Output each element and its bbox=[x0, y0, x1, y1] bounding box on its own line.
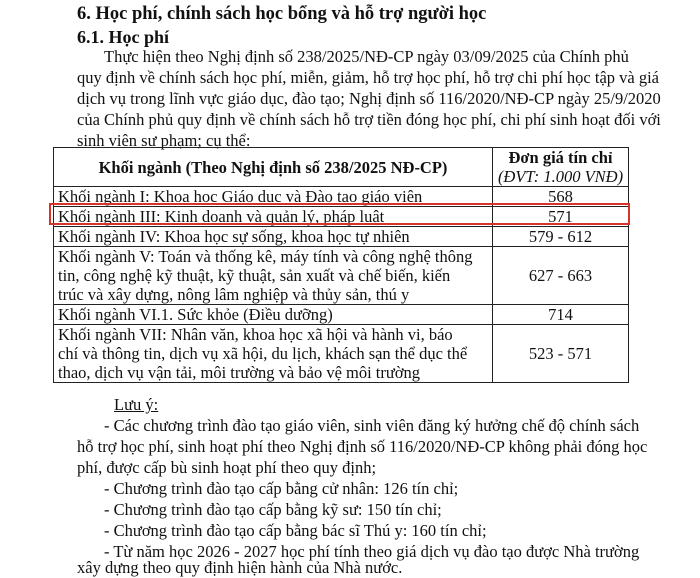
col-header-unit-price-title: Đơn giá tín chỉ bbox=[508, 148, 613, 167]
table-row bbox=[54, 305, 629, 325]
col-header-major-group: Khối ngành (Theo Nghị định số 238/2025 NĐ-CP) bbox=[54, 148, 493, 187]
row-major-group bbox=[54, 325, 493, 383]
intro-line-4: của Chính phủ quy định về chính sách hỗ trợ tiền đóng học phí, chi phí sinh hoạt đối với bbox=[77, 110, 661, 129]
row-major-group-line: trúc và xây dựng, nông lâm nghiệp và thủy sản, thú y bbox=[58, 285, 410, 304]
note-line: hỗ trợ học phí, sinh hoạt phí theo Nghị định số 116/2020/NĐ-CP không phải đóng học bbox=[77, 437, 648, 456]
highlight-box bbox=[49, 203, 630, 225]
row-major-group-line: Khối ngành V: Toán và thống kê, máy tính và công nghệ thông bbox=[58, 247, 473, 266]
note-line: - Chương trình đào tạo cấp bằng kỹ sư: 150 tín chỉ; bbox=[104, 500, 442, 519]
subsection-heading: 6.1. Học phí bbox=[77, 27, 170, 47]
row-major-group-line: Khối ngành VII: Nhân văn, khoa học xã hội và hành vi, báo bbox=[58, 325, 453, 344]
intro-line-2: quy định về chính sách học phí, miễn, giảm, hỗ trợ học phí, hỗ trợ chi phí học tập và giá bbox=[77, 68, 659, 87]
note-line: - Các chương trình đào tạo giáo viên, sinh viên đăng ký hưởng chế độ chính sách bbox=[104, 416, 640, 435]
tuition-table bbox=[53, 147, 629, 383]
table-row bbox=[54, 227, 629, 247]
row-major-group bbox=[54, 247, 493, 305]
table-header-row bbox=[54, 148, 629, 187]
col-header-unit-price bbox=[493, 148, 629, 187]
row-major-group: Khối ngành VI.1. Sức khỏe (Điều dưỡng) bbox=[54, 305, 493, 325]
row-major-group: Khối ngành I: Khoa học Giáo dục và Đào tạo giáo viên bbox=[54, 187, 493, 207]
row-major-group-line: tin, công nghệ kỹ thuật, kỹ thuật, sản xuất và chế biến, kiến bbox=[58, 266, 451, 285]
row-unit-price: 579 - 612 bbox=[493, 227, 629, 247]
section-heading: 6. Học phí, chính sách học bổng và hỗ trợ người học bbox=[77, 4, 487, 24]
row-unit-price: 714 bbox=[493, 305, 629, 325]
table-row bbox=[54, 247, 629, 305]
note-line: phí, được cấp bù sinh hoạt phí theo quy định; bbox=[77, 458, 377, 477]
row-major-group-line: chí và thông tin, dịch vụ xã hội, du lịch, khách sạn thể dục thể bbox=[58, 344, 468, 363]
note-line: xây dựng theo quy định hiện hành của Nhà nước. bbox=[77, 558, 403, 577]
note-line: - Chương trình đào tạo cấp bằng bác sĩ Thú y: 160 tín chỉ; bbox=[104, 521, 487, 540]
row-major-group: Khối ngành III: Kinh doanh và quản lý, pháp luật bbox=[54, 207, 493, 227]
col-header-unit-price-unit: (ĐVT: 1.000 VNĐ) bbox=[497, 167, 624, 186]
intro-line-1: Thực hiện theo Nghị định số 238/2025/NĐ-CP ngày 03/09/2025 của Chính phủ bbox=[104, 47, 629, 66]
note-line: - Từ năm học 2026 - 2027 học phí tính theo giá dịch vụ đào tạo được Nhà trường bbox=[104, 542, 640, 561]
row-unit-price: 627 - 663 bbox=[493, 247, 629, 305]
row-unit-price: 568 bbox=[493, 187, 629, 207]
intro-line-5: sinh viên sư phạm; cụ thể: bbox=[77, 131, 251, 150]
row-unit-price: 571 bbox=[493, 207, 629, 227]
notes-title: Lưu ý: bbox=[114, 395, 159, 414]
table-row bbox=[54, 325, 629, 383]
row-major-group: Khối ngành IV: Khoa học sự sống, khoa học tự nhiên bbox=[54, 227, 493, 247]
intro-line-3: dịch vụ trong lĩnh vực giáo dục, đào tạo; Nghị định số 116/2020/NĐ-CP ngày 25/9/2020 bbox=[77, 89, 661, 108]
row-unit-price: 523 - 571 bbox=[493, 325, 629, 383]
note-line: - Chương trình đào tạo cấp bằng cử nhân: 126 tín chỉ; bbox=[104, 479, 459, 498]
row-major-group-line: thao, dịch vụ vận tải, môi trường và bảo vệ môi trường bbox=[58, 363, 421, 382]
